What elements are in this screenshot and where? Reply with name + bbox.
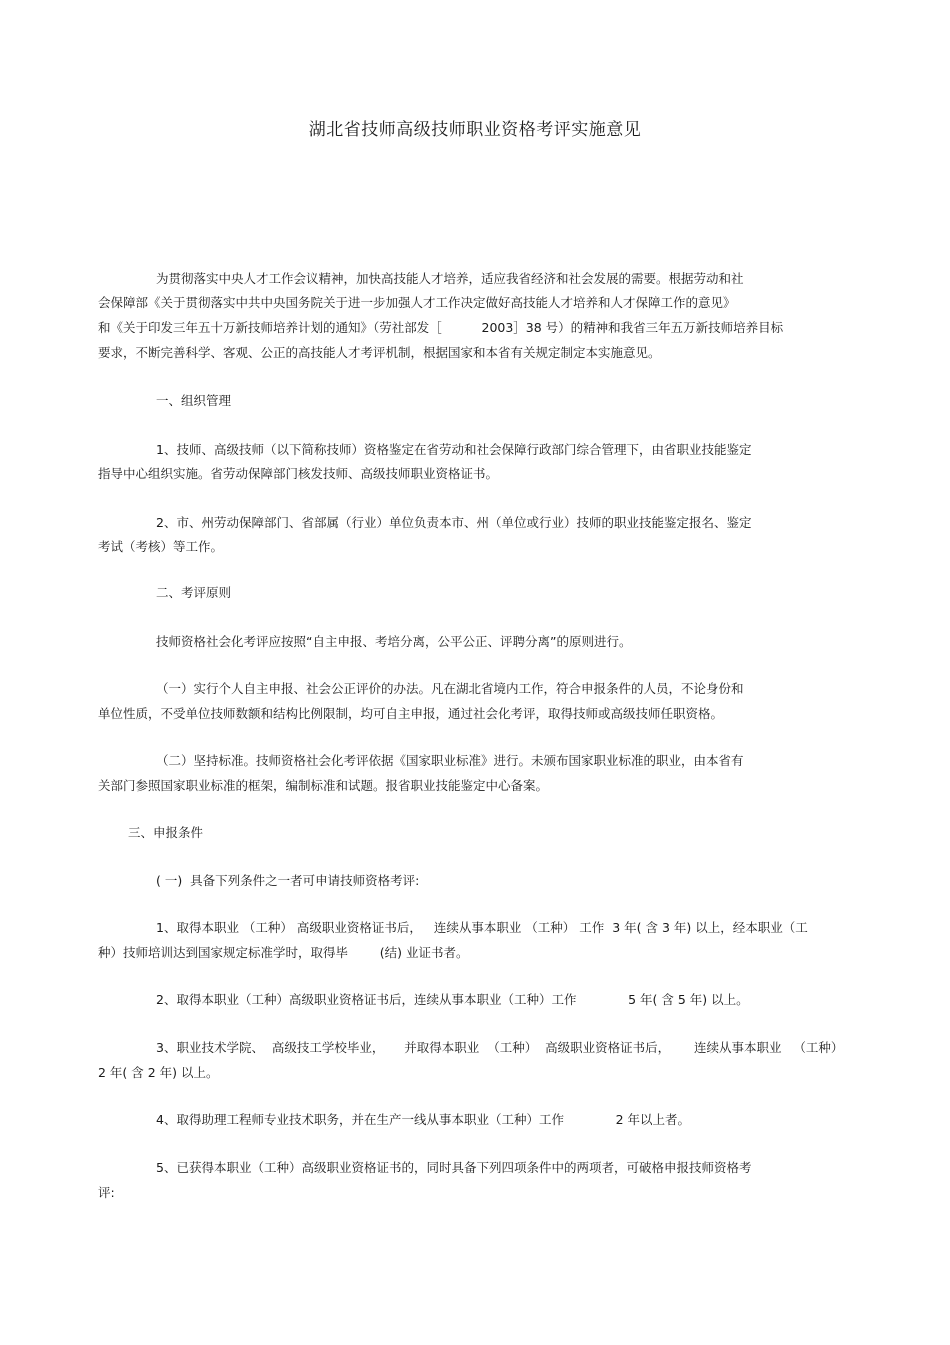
- section3-item1-line-2: 种）技师培训达到国家规定标准学时，取得毕 (结) 业证书者。: [98, 945, 469, 960]
- section3-item3-line-2: 2 年( 含 2 年) 以上。: [98, 1065, 219, 1080]
- section2-item1-line-1: （一）实行个人自主申报、社会公正评价的办法。凡在湖北省境内工作，符合申报条件的人员，不论身份和: [156, 681, 744, 696]
- section-heading-organization: 一、组织管理: [156, 393, 232, 408]
- section3-subheading: ( 一) 具备下列条件之一者可申请技师资格考评:: [156, 873, 420, 888]
- intro-line-4: 要求，不断完善科学、客观、公正的高技能人才考评机制，根据国家和本省有关规定制定本实施意见。: [98, 345, 661, 360]
- section3-item5-line-1: 5、已获得本职业（工种）高级职业资格证书的，同时具备下列四项条件中的两项者，可破格申报技师资格考: [156, 1160, 752, 1175]
- section2-lead: 技师资格社会化考评应按照“自主申报、考培分离，公平公正、评聘分离”的原则进行。: [156, 634, 632, 649]
- section3-item5-line-2: 评:: [98, 1185, 115, 1200]
- section1-item1-line-2: 指导中心组织实施。省劳动保障部门核发技师、高级技师职业资格证书。: [98, 466, 499, 481]
- document-title: 湖北省技师高级技师职业资格考评实施意见: [308, 120, 642, 140]
- section1-item2-line-2: 考试（考核）等工作。: [98, 539, 224, 554]
- section3-item2: 2、取得本职业（工种）高级职业资格证书后，连续从事本职业（工种）工作 5 年( 含 5 年) 以上。: [156, 992, 749, 1007]
- intro-line-1: 为贯彻落实中央人才工作会议精神，加快高技能人才培养，适应我省经济和社会发展的需要。根据劳动和社: [156, 271, 744, 286]
- section1-item2-line-1: 2、市、州劳动保障部门、省部属（行业）单位负责本市、州（单位或行业）技师的职业技能鉴定报名、鉴定: [156, 515, 752, 530]
- section2-item2-line-1: （二）坚持标准。技师资格社会化考评依据《国家职业标准》进行。未颁布国家职业标准的职业，由本省有: [156, 753, 744, 768]
- intro-line-2: 会保障部《关于贯彻落实中共中央国务院关于进一步加强人才工作决定做好高技能人才培养和人才保障工作的意见》: [98, 295, 736, 310]
- section2-item1-line-2: 单位性质，不受单位技师数额和结构比例限制，均可自主申报，通过社会化考评，取得技师或高级技师任职资格。: [98, 706, 724, 721]
- section3-item1-line-1: 1、取得本职业 （工种） 高级职业资格证书后， 连续从事本职业 （工种） 工作 3 年( 含 3 年) 以上，经本职业（工: [156, 920, 808, 935]
- section2-item2-line-2: 关部门参照国家职业标准的框架，编制标准和试题。报省职业技能鉴定中心备案。: [98, 778, 549, 793]
- section-heading-principles: 二、考评原则: [156, 585, 232, 600]
- intro-line-3: 和《关于印发三年五十万新技师培养计划的通知》（劳社部发［ 2003］38 号）的精神和我省三年五万新技师培养目标: [98, 320, 784, 335]
- section3-item4: 4、取得助理工程师专业技术职务，并在生产一线从事本职业（工种）工作 2 年以上者。: [156, 1112, 691, 1127]
- section-heading-requirements: 三、申报条件: [128, 825, 204, 840]
- section3-item3-line-1: 3、职业技术学院、 高级技工学校毕业， 并取得本职业 （工种） 高级职业资格证书后， 连续从事本职业 （工种）: [156, 1040, 844, 1055]
- section1-item1-line-1: 1、技师、高级技师（以下简称技师）资格鉴定在省劳动和社会保障行政部门综合管理下，由省职业技能鉴定: [156, 442, 752, 457]
